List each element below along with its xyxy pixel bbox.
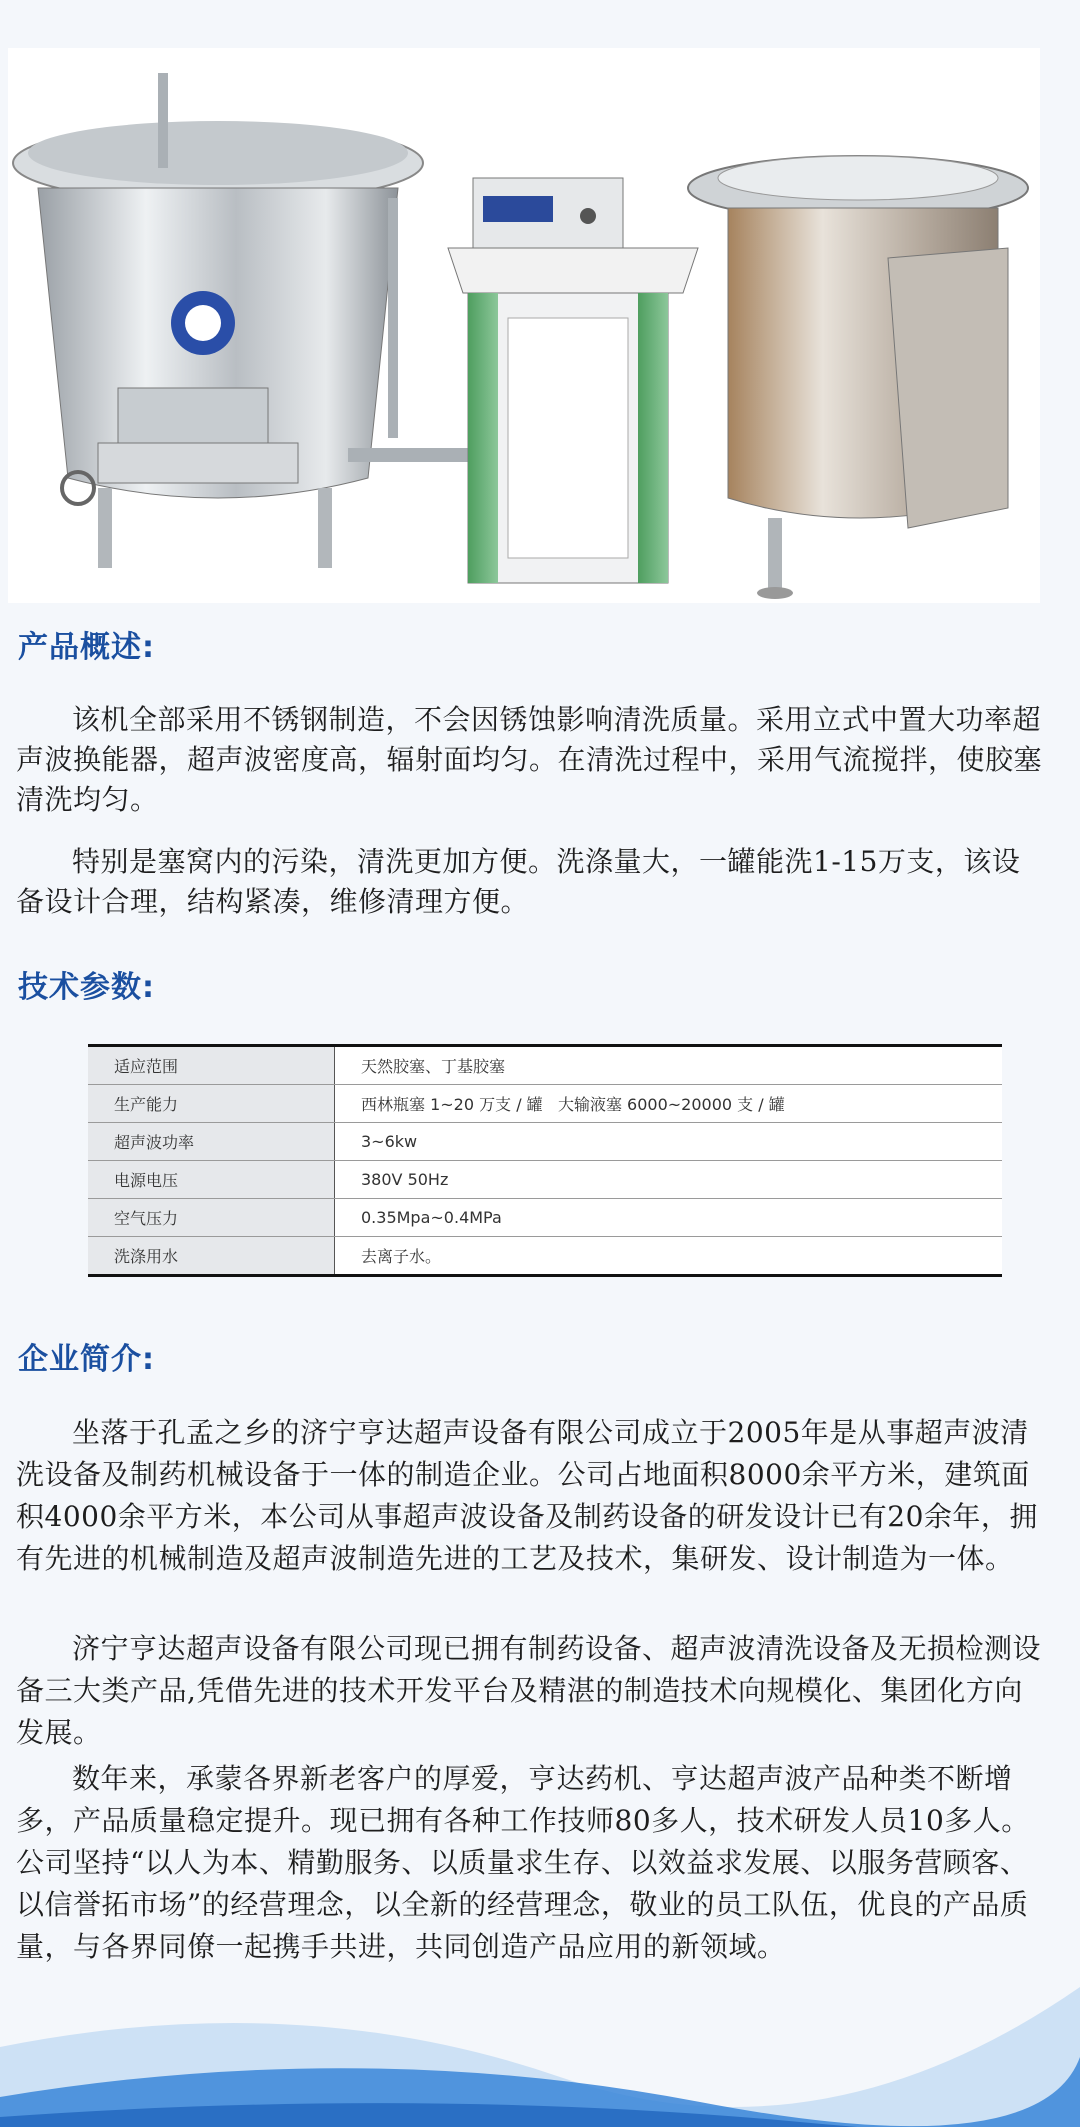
table-row: [88, 1085, 1002, 1123]
spec-table: [88, 1044, 1002, 1277]
specs-title: 技术参数:: [18, 970, 155, 1005]
spec-value: 3~6kw: [335, 1123, 1003, 1161]
spec-label: 适应范围: [88, 1046, 335, 1085]
spec-value: 天然胶塞、丁基胶塞: [335, 1046, 1003, 1085]
product-photo: [8, 48, 1040, 603]
decorative-wave: [0, 1927, 1080, 2127]
table-row: [88, 1123, 1002, 1161]
spec-value: 0.35Mpa~0.4MPa: [335, 1199, 1003, 1237]
table-row: [88, 1161, 1002, 1199]
overview-paragraph-2: 特别是塞窝内的污染，清洗更加方便。洗涤量大，一罐能洗1-15万支，该设备设计合理，结构紧凑，维修清理方便。: [16, 845, 1021, 918]
spec-label: 空气压力: [88, 1199, 335, 1237]
washer-tank-right: [688, 156, 1028, 599]
spec-value: 西林瓶塞 1~20 万支 / 罐 大输液塞 6000~20000 支 / 罐: [335, 1085, 1003, 1123]
company-paragraph-3: 数年来，承蒙各界新老客户的厚爱，亨达药机、亨达超声波产品种类不断增多，产品质量稳定提升。现已拥有各种工作技师80多人，技术研发人员10多人。公司坚持“以人为本、精勤服务、以质量求生存、以效益求发展、以服务营顾客、以信誉拓市场”的经营理念，以全新的经营理念，敬业的员工队伍，优良的产品质量，与各界同僚一起携手共进，共同创造产品应用的新领域。: [16, 1762, 1030, 1963]
spec-label: 生产能力: [88, 1085, 335, 1123]
spec-label: 超声波功率: [88, 1123, 335, 1161]
company-paragraph-1: 坐落于孔孟之乡的济宁亨达超声设备有限公司成立于2005年是从事超声波清洗设备及制药机械设备于一体的制造企业。公司占地面积8000余平方米，建筑面积4000余平方米，本公司从事超声波设备及制药设备的研发设计已有20余年，拥有先进的机械制造及超声波制造先进的工艺及技术，集研发、设计制造为一体。: [16, 1416, 1038, 1575]
company-title: 企业简介:: [18, 1342, 155, 1377]
overview-title: 产品概述:: [18, 630, 155, 665]
company-paragraph-2: 济宁亨达超声设备有限公司现已拥有制药设备、超声波清洗设备及无损检测设备三大类产品,凭借先进的技术开发平台及精湛的制造技术向规模化、集团化方向发展。: [16, 1632, 1042, 1749]
table-row: [88, 1046, 1002, 1085]
spec-value: 380V 50Hz: [335, 1161, 1003, 1199]
spec-label: 洗涤用水: [88, 1237, 335, 1276]
spec-label: 电源电压: [88, 1161, 335, 1199]
table-row: [88, 1237, 1002, 1276]
spec-value: 去离子水。: [335, 1237, 1003, 1276]
overview-paragraph-1: 该机全部采用不锈钢制造，不会因锈蚀影响清洗质量。采用立式中置大功率超声波换能器，超声波密度高，辐射面均匀。在清洗过程中，采用气流搅拌，使胶塞清洗均匀。: [16, 703, 1043, 816]
washer-tank-left: [13, 73, 468, 568]
ultrasonic-generator: [448, 178, 698, 583]
table-row: [88, 1199, 1002, 1237]
